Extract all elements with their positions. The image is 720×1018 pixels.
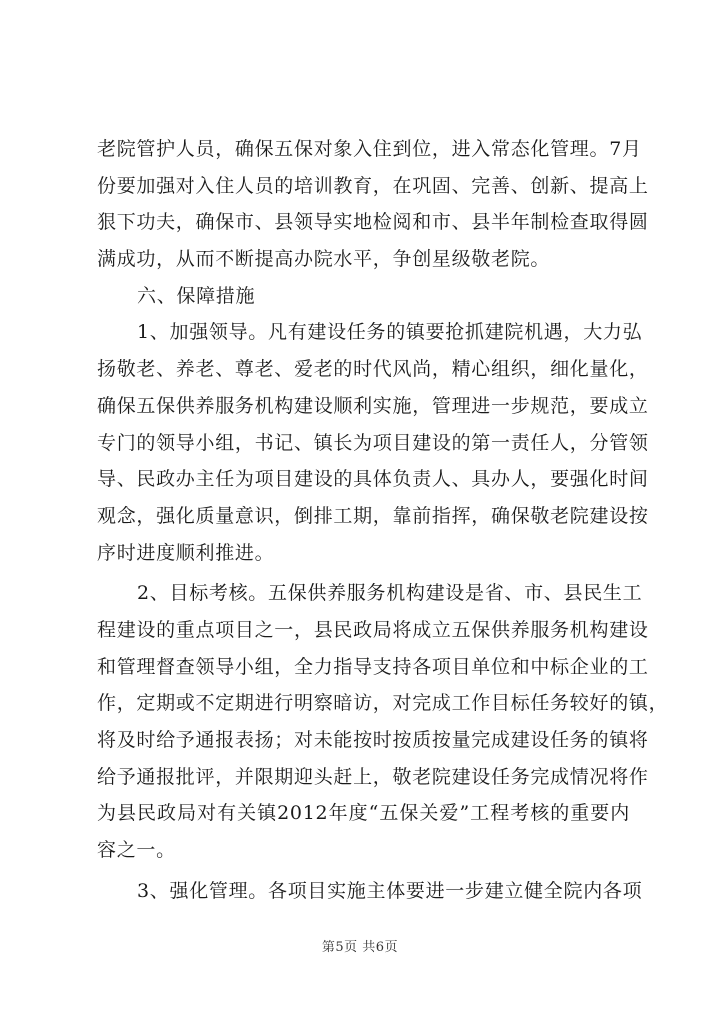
text-line: 容之一。 xyxy=(97,839,176,862)
section-heading-text: 六、保障措施 xyxy=(137,284,256,307)
text-line: 份要加强对入住人员的培训教育，在巩固、完善、创新、提高上 xyxy=(97,174,649,197)
text-line: 将及时给予通报表扬；对未能按时按质按量完成建设任务的镇将 xyxy=(97,729,649,751)
text-line: 扬敬老、养老、尊老、爱老的时代风尚，精心组织，细化量化， xyxy=(97,358,649,381)
text-line: 观念，强化质量意识，倒排工期，靠前指挥，确保敬老院建设按 xyxy=(97,504,649,527)
text-line: 2、目标考核。五保供养服务机构建设是省、市、县民生工 xyxy=(137,582,643,605)
text-line: 导、民政办主任为项目建设的具体负责人、具办人，要强化时间 xyxy=(97,468,649,491)
paragraph-item-3 xyxy=(97,873,643,910)
text-line: 3、强化管理。各项目实施主体要进一步建立健全院内各项 xyxy=(137,879,643,902)
section-heading xyxy=(97,278,637,315)
document-body xyxy=(97,131,669,909)
text-line: 老院管护人员，确保五保对象入住到位，进入常态化管理。7月 xyxy=(97,138,642,160)
text-line: 程建设的重点项目之一，县民政局将成立五保供养服务机构建设 xyxy=(97,618,649,641)
text-line: 1、加强领导。凡有建设任务的镇要抢抓建院机遇，大力弘 xyxy=(137,321,643,344)
text-line: 狠下功夫，确保市、县领导实地检阅和市、县半年制检查取得圆 xyxy=(97,211,649,234)
text-line: 作，定期或不定期进行明察暗访，对完成工作目标任务较好的镇， xyxy=(97,692,669,715)
text-line: 和管理督查领导小组，全力指导支持各项目单位和中标企业的工 xyxy=(97,655,649,678)
text-line: 专门的领导小组，书记、镇长为项目建设的第一责任人，分管领 xyxy=(97,431,649,454)
paragraph-item-2 xyxy=(97,575,669,869)
text-line: 为县民政局对有关镇2012年度“五保关爱”工程考核的重要内 xyxy=(97,802,630,825)
paragraph-continued xyxy=(97,131,649,278)
paragraph-item-1 xyxy=(97,314,649,571)
page-number-footer: 第5页 共6页 xyxy=(321,940,399,955)
text-line: 序时进度顺利推进。 xyxy=(97,541,275,564)
text-line: 确保五保供养服务机构建设顺利实施，管理进一步规范，要成立 xyxy=(97,394,649,417)
text-line: 满成功，从而不断提高办院水平，争创星级敬老院。 xyxy=(97,248,551,271)
text-line: 给予通报批评，并限期迎头赶上，敬老院建设任务完成情况将作 xyxy=(97,765,649,788)
